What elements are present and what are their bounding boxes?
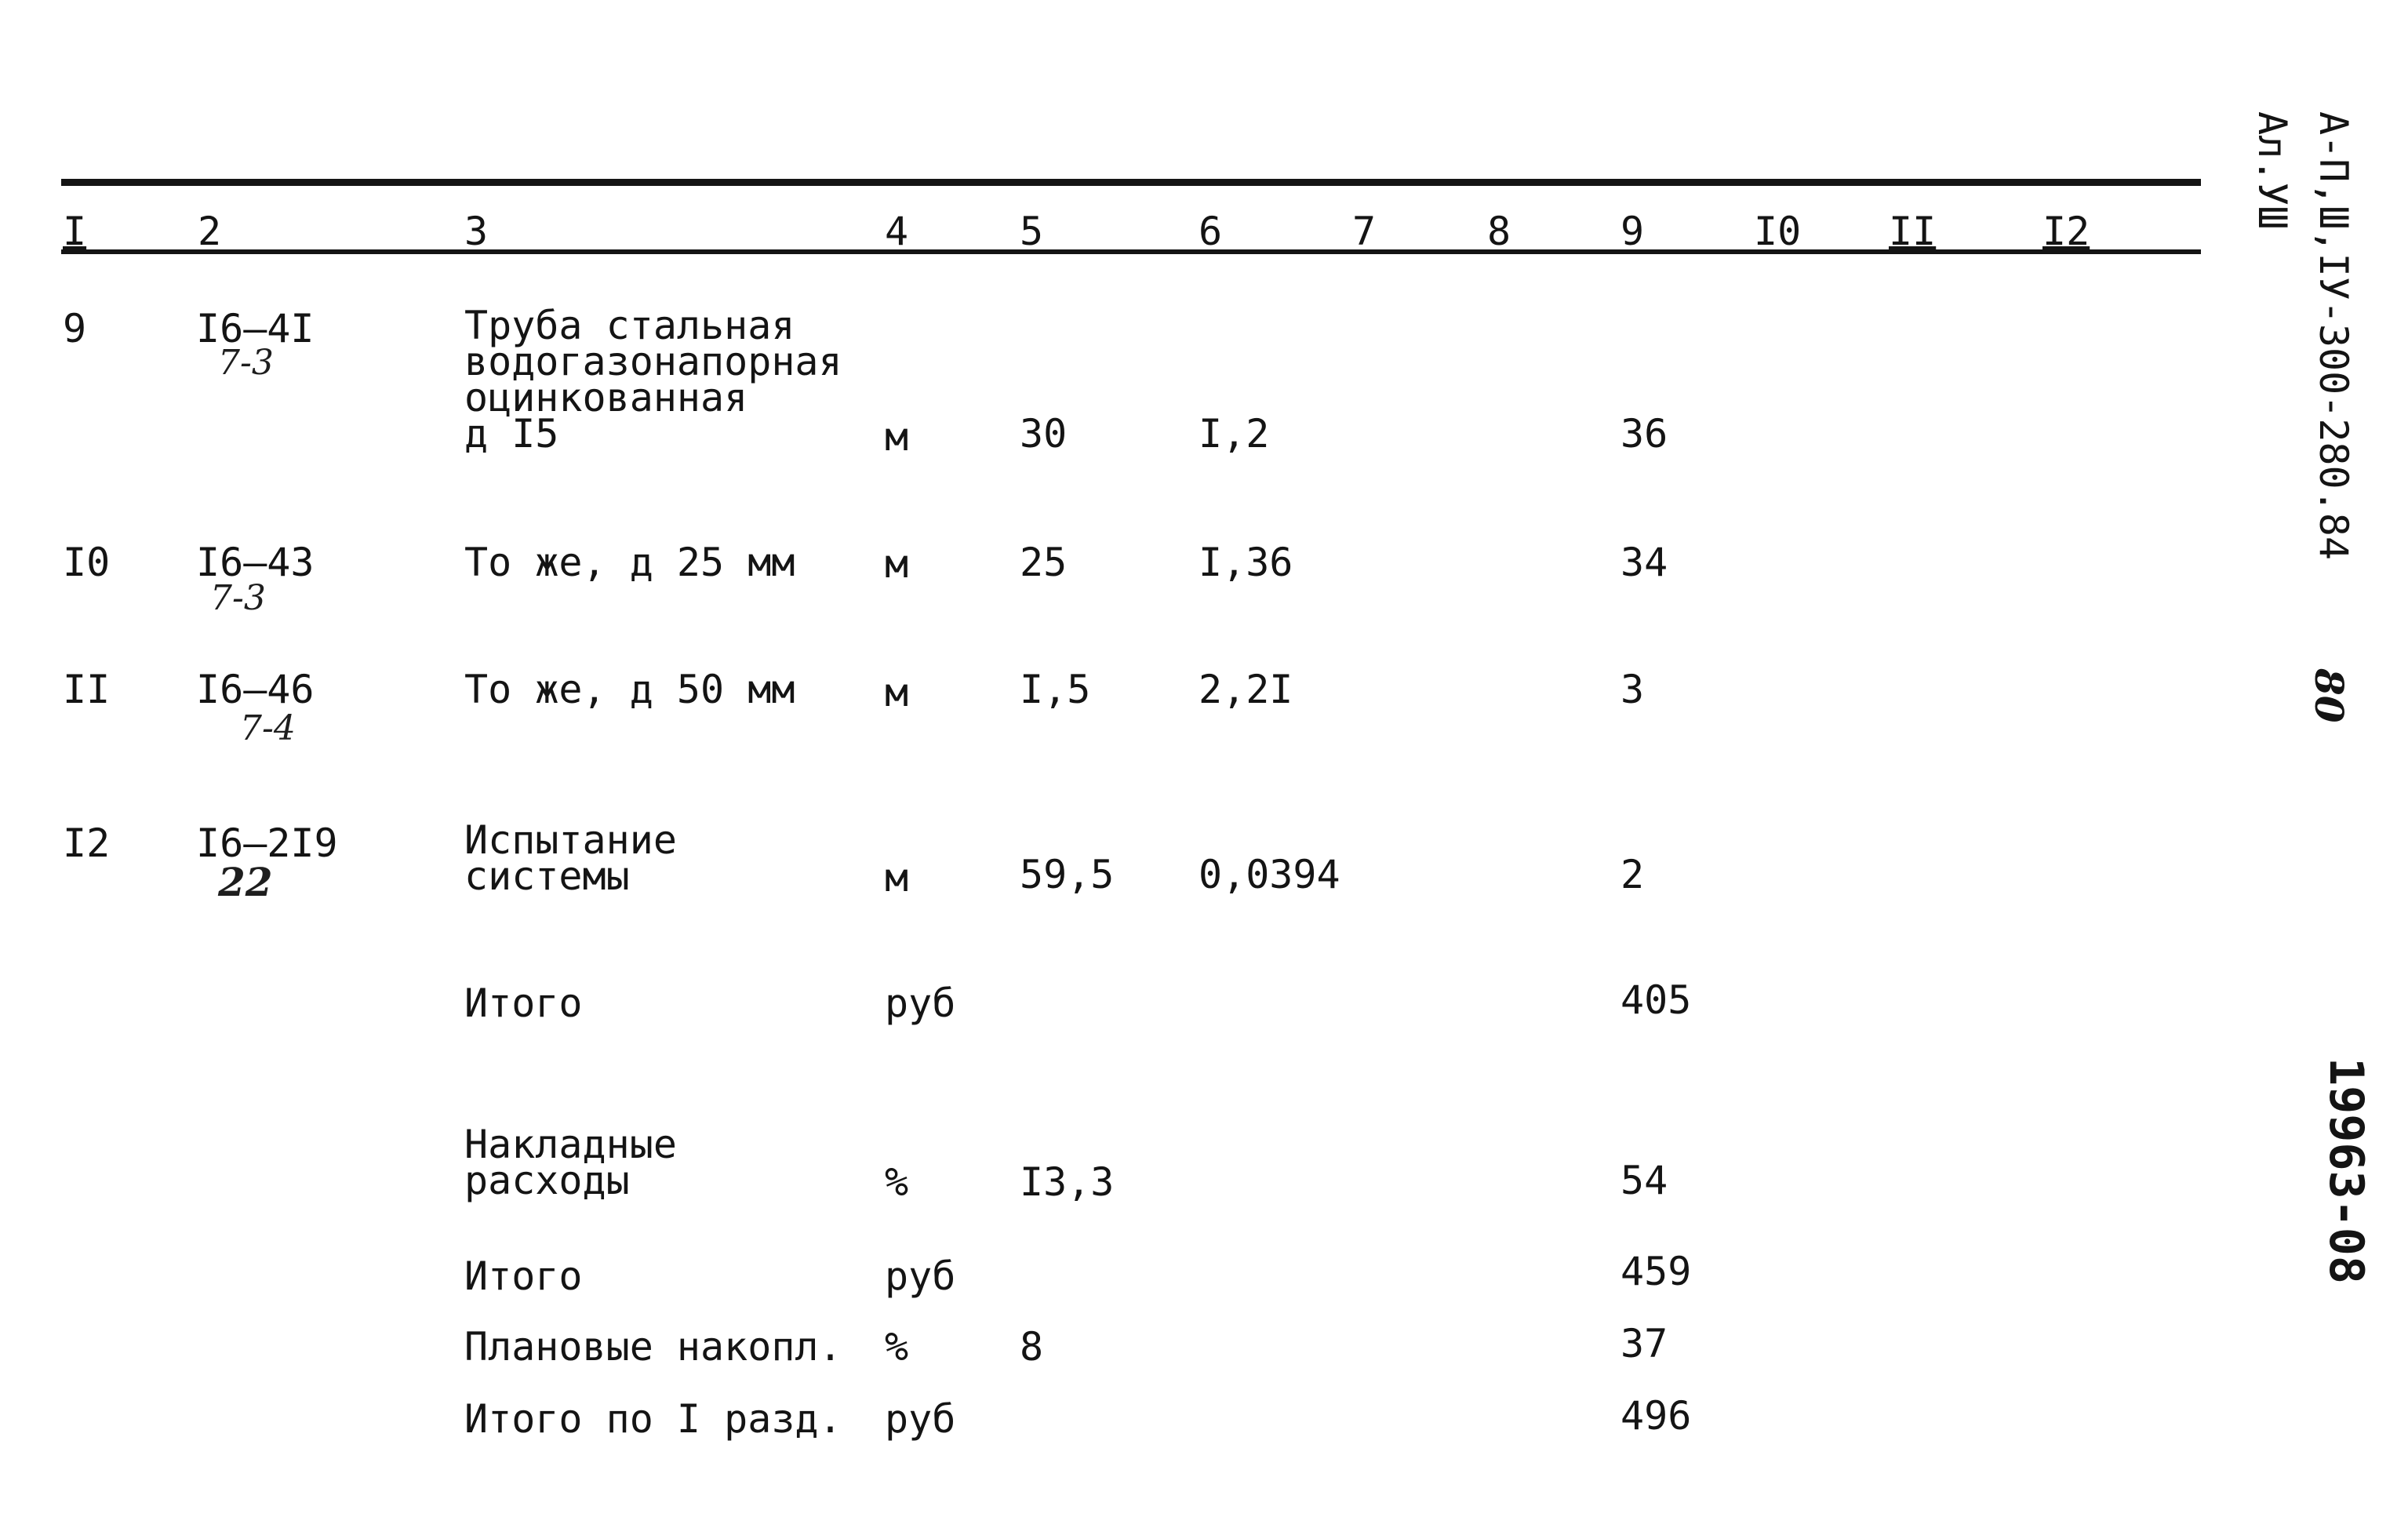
handwritten-note: 7-3 bbox=[210, 578, 266, 618]
row-number: I2 bbox=[63, 820, 111, 866]
col-header-1: I bbox=[63, 209, 87, 254]
item-unit: м bbox=[885, 541, 909, 587]
summary-total: 496 bbox=[1620, 1393, 1692, 1439]
col-header-2: 2 bbox=[198, 209, 222, 254]
summary-name: Итого bbox=[464, 980, 583, 1026]
item-qty: 59,5 bbox=[1020, 852, 1115, 897]
col-header-5: 5 bbox=[1020, 209, 1044, 254]
summary-name: Плановые накопл. bbox=[464, 1324, 842, 1370]
rate-code: I6–4I bbox=[196, 306, 315, 351]
item-qty: 25 bbox=[1020, 540, 1068, 585]
col-header-7: 7 bbox=[1352, 209, 1377, 254]
col-header-12: I2 bbox=[2042, 209, 2090, 254]
item-total: 3 bbox=[1620, 667, 1645, 712]
item-price: I,2 bbox=[1199, 411, 1270, 457]
document-code-line2: Ал.УШ bbox=[2250, 111, 2295, 230]
col-header-3: 3 bbox=[464, 209, 489, 254]
page-number: 80 bbox=[2306, 668, 2352, 723]
item-name: То же, д 50 мм bbox=[464, 667, 795, 712]
item-name: То же, д 25 мм bbox=[464, 540, 795, 585]
item-name: Испытание системы bbox=[464, 817, 677, 899]
col-header-11: II bbox=[1889, 209, 1937, 254]
summary-name: Итого по I разд. bbox=[464, 1396, 842, 1442]
summary-total: 459 bbox=[1620, 1249, 1692, 1294]
summary-unit: руб bbox=[885, 1253, 956, 1299]
rate-code: I6–2I9 bbox=[196, 820, 338, 866]
summary-unit: руб bbox=[885, 980, 956, 1026]
table-header-rule bbox=[61, 249, 2201, 254]
row-number: I0 bbox=[63, 540, 111, 585]
item-price: I,36 bbox=[1199, 540, 1293, 585]
summary-name: Накладные расходы bbox=[464, 1122, 677, 1203]
rate-code: I6–46 bbox=[196, 667, 315, 712]
item-unit: м bbox=[885, 855, 909, 900]
handwritten-note: 7-4 bbox=[240, 708, 296, 748]
handwritten-note: 7-3 bbox=[218, 343, 274, 383]
item-qty: 30 bbox=[1020, 411, 1068, 457]
summary-unit: % bbox=[885, 1159, 909, 1205]
document-code-line1: А-П,Ш,IУ-300-280.84 bbox=[2311, 111, 2356, 560]
summary-name: Итого bbox=[464, 1253, 583, 1299]
col-header-9: 9 bbox=[1620, 209, 1645, 254]
rate-code: I6–43 bbox=[196, 540, 315, 585]
table-top-rule bbox=[61, 179, 2201, 186]
row-number: 9 bbox=[63, 306, 87, 351]
summary-qty: I3,3 bbox=[1020, 1159, 1115, 1205]
item-total: 36 bbox=[1620, 411, 1668, 457]
item-unit: м bbox=[885, 670, 909, 715]
col-header-6: 6 bbox=[1199, 209, 1223, 254]
inventory-number: 19963-08 bbox=[2319, 1057, 2373, 1284]
col-header-10: I0 bbox=[1754, 209, 1802, 254]
summary-total: 405 bbox=[1620, 977, 1692, 1023]
summary-total: 37 bbox=[1620, 1321, 1668, 1366]
item-total: 34 bbox=[1620, 540, 1668, 585]
handwritten-note: 22 bbox=[218, 859, 273, 905]
item-unit: м bbox=[885, 414, 909, 460]
item-total: 2 bbox=[1620, 852, 1645, 897]
item-qty: I,5 bbox=[1020, 667, 1091, 712]
item-price: 2,2I bbox=[1199, 667, 1293, 712]
summary-total: 54 bbox=[1620, 1158, 1668, 1203]
col-header-4: 4 bbox=[885, 209, 909, 254]
summary-unit: руб bbox=[885, 1396, 956, 1442]
summary-qty: 8 bbox=[1020, 1324, 1044, 1370]
item-price: 0,0394 bbox=[1199, 852, 1340, 897]
row-number: II bbox=[63, 667, 111, 712]
col-header-8: 8 bbox=[1487, 209, 1511, 254]
item-name: Труба стальная водогазонапорная оцинкованная д I5 bbox=[464, 303, 842, 457]
summary-unit: % bbox=[885, 1324, 909, 1370]
